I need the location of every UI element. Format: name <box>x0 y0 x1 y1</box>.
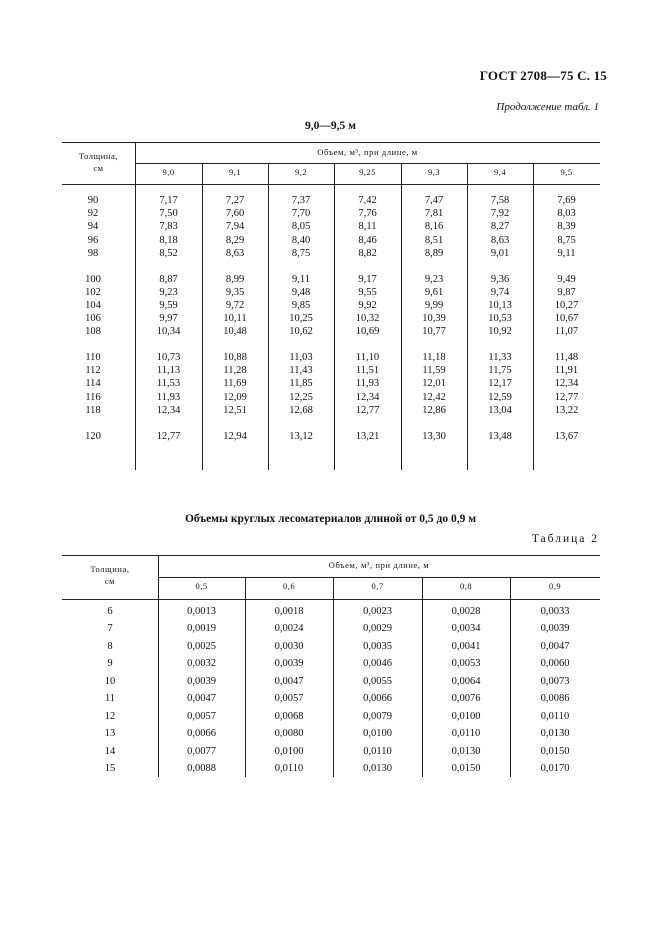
table1-volume-cell: 8,27 <box>490 221 510 233</box>
table1-volume-cell: 11,10 <box>355 352 380 363</box>
table1-volume-cell: 10,92 <box>488 326 512 338</box>
table2-volume-cell: 0,0130 <box>363 763 392 775</box>
table1-title: 9,0—9,5 м <box>305 120 356 132</box>
table1-volume-cell: 7,81 <box>424 208 444 220</box>
table2-volume-cell: 0,0030 <box>274 640 304 652</box>
table1-volume-cell: 9,23 <box>424 273 444 285</box>
table2-volume-cell: 0,0100 <box>451 710 481 722</box>
table1-volume-cell: 11,51 <box>355 365 380 377</box>
page-header: ГОСТ 2708—75 С. 15 <box>479 68 607 83</box>
table1-volume-cell: 7,47 <box>424 195 444 206</box>
table1-volume-cell: 7,76 <box>358 208 377 220</box>
table1-volume-cell: 10,27 <box>554 299 579 311</box>
table1-volume-cell: 10,39 <box>422 313 446 325</box>
table1-thickness-cell: 112 <box>85 365 101 377</box>
table1-volume-cell: 11,07 <box>554 326 579 338</box>
table1-volume-cell: 8,29 <box>225 234 245 246</box>
table2-volume-cell: 0,0088 <box>187 763 216 775</box>
table2-volume-cell: 0,0024 <box>274 623 304 635</box>
table2-length-header: 0,6 <box>282 581 296 591</box>
table2-volume-cell: 0,0060 <box>540 658 570 670</box>
table2-volume-cell: 0,0079 <box>363 710 392 722</box>
table1-volume-cell: 11,28 <box>223 365 247 377</box>
table1-rule-header-bottom <box>62 184 600 185</box>
table1-volume-cell: 12,68 <box>289 404 313 416</box>
table1-thickness-cell: 104 <box>85 299 101 311</box>
table1-volume-cell: 12,25 <box>289 391 313 403</box>
table2-volume-cell: 0,0023 <box>363 606 392 617</box>
table1-volume-cell: 10,77 <box>422 326 446 338</box>
table2-rule-top <box>62 555 600 556</box>
table1-volume-cell: 8,16 <box>424 221 444 233</box>
table2-volume-cell: 0,0077 <box>187 745 216 757</box>
table1-length-header: 9,25 <box>359 167 376 177</box>
table1-volume-cell: 10,32 <box>355 313 380 325</box>
table2-volume-cell: 0,0039 <box>274 658 304 670</box>
table1-volume-cell: 9,61 <box>424 286 444 298</box>
table2-thickness-cell: 9 <box>107 658 113 670</box>
table1-volume-cell: 9,36 <box>490 273 510 285</box>
table1-volume-cell: 7,83 <box>159 221 178 233</box>
table1-volume-cell: 9,74 <box>490 286 510 298</box>
table1-volume-cell: 8,99 <box>225 273 245 285</box>
table1-volume-cell: 10,25 <box>289 313 313 325</box>
table1-thickness-cell: 102 <box>85 286 101 298</box>
table2-volume-cell: 0,0170 <box>540 763 570 775</box>
table1-thickness-cell: 100 <box>85 273 101 285</box>
table1-volume-cell: 11,48 <box>554 352 579 363</box>
table2-thickness-cell: 10 <box>104 675 116 687</box>
table1-volume-cell: 7,58 <box>490 195 510 206</box>
table1-volume-cell: 11,75 <box>488 365 512 377</box>
table1-volume-cell: 10,88 <box>223 352 247 363</box>
table1-volume-cell: 13,48 <box>488 430 512 442</box>
table1-thickness-unit: см <box>93 163 104 173</box>
table1-thickness-cell: 98 <box>87 247 99 259</box>
table1-volume-cell: 11,43 <box>289 365 313 377</box>
table1-volume-cell: 12,42 <box>422 391 446 403</box>
table2-volume-cell: 0,0110 <box>451 728 481 740</box>
table2-thickness-cell: 13 <box>104 728 116 740</box>
table1-volume-header: Объем, м³, при длине, м <box>317 147 418 157</box>
table1-volume-cell: 10,69 <box>355 326 380 338</box>
table1-volume-cell: 9,72 <box>225 299 245 311</box>
table2-volume-cell: 0,0110 <box>540 710 570 722</box>
table2-volume-cell: 0,0035 <box>363 640 392 652</box>
table2-volume-cell: 0,0033 <box>540 606 570 617</box>
table1-volume-cell: 12,34 <box>355 391 380 403</box>
table2-volume-cell: 0,0064 <box>451 675 481 687</box>
table1-volume-cell: 7,42 <box>358 195 377 206</box>
table1-volume-cell: 9,55 <box>358 286 377 298</box>
table1-volume-cell: 10,13 <box>488 299 512 311</box>
table1-volume-cell: 10,67 <box>554 313 579 325</box>
table1-volume-cell: 9,35 <box>225 286 245 298</box>
table1-thickness-cell: 96 <box>87 234 99 246</box>
table2-length-header: 0,7 <box>371 581 384 591</box>
table2-thickness-cell: 7 <box>107 623 113 635</box>
table1-volume-cell: 12,86 <box>422 404 446 416</box>
table1-volume-cell: 11,93 <box>355 378 380 390</box>
table1-volume-cell: 9,99 <box>424 299 444 311</box>
table2-volume-cell: 0,0150 <box>451 763 481 775</box>
table1-volume-cell: 8,46 <box>358 234 377 246</box>
table1-thickness-cell: 110 <box>85 352 101 363</box>
table2-volume-cell: 0,0057 <box>187 710 216 722</box>
table1-volume-cell: 12,77 <box>355 404 380 416</box>
table1-volume-cell: 8,03 <box>557 208 576 220</box>
table2-volume-cell: 0,0110 <box>274 763 304 775</box>
table2-volume-cell: 0,0150 <box>540 745 570 757</box>
table1-volume-cell: 11,85 <box>289 378 313 390</box>
table1-volume-cell: 8,11 <box>358 221 377 233</box>
table1-volume-cell: 9,23 <box>159 286 178 298</box>
table1-thickness-cell: 90 <box>87 195 99 206</box>
table2-thickness-unit: см <box>104 576 116 586</box>
table1-length-header: 9,2 <box>294 167 308 177</box>
table2-volume-cell: 0,0066 <box>363 693 392 705</box>
table2-thickness-cell: 15 <box>104 763 116 775</box>
table1-thickness-cell: 108 <box>85 326 101 338</box>
table2-volume-cell: 0,0053 <box>451 658 481 670</box>
table1-volume-cell: 11,03 <box>289 352 313 363</box>
table1-volume-cell: 13,22 <box>554 404 579 416</box>
table1-volume-cell: 7,27 <box>225 195 245 206</box>
table1-volume-cell: 7,69 <box>557 195 576 206</box>
table1-volume-cell: 12,77 <box>156 430 181 442</box>
table1-volume-cell: 8,87 <box>159 273 178 285</box>
table1-length-header: 9,0 <box>162 167 175 177</box>
continuation-note: Продолжение табл. 1 <box>496 101 599 113</box>
table1-volume-cell: 12,17 <box>488 378 512 390</box>
table2-volume-cell: 0,0041 <box>451 640 481 652</box>
table1-volume-cell: 7,17 <box>159 195 178 206</box>
table2-volume-cell: 0,0080 <box>274 728 304 740</box>
table1-volume-cell: 10,11 <box>223 313 247 325</box>
table1-volume-cell: 12,94 <box>223 430 247 442</box>
table2-volume-cell: 0,0086 <box>540 693 570 705</box>
table2-volume-cell: 0,0047 <box>540 640 570 652</box>
table1-volume-cell: 9,11 <box>557 247 576 259</box>
table1-thickness-cell: 118 <box>85 404 101 416</box>
table2-volume-cell: 0,0034 <box>451 623 481 635</box>
table2-volume-cell: 0,0032 <box>187 658 216 670</box>
table1-thickness-cell: 114 <box>85 378 101 390</box>
table1-volume-cell: 7,37 <box>291 195 311 206</box>
table2-thickness-cell: 8 <box>107 640 113 652</box>
table1-volume-cell: 12,09 <box>223 391 247 403</box>
table1-volume-cell: 8,63 <box>490 234 510 246</box>
table1-volume-cell: 11,33 <box>488 352 512 363</box>
table2-volume-cell: 0,0057 <box>274 693 304 705</box>
table1-thickness-cell: 120 <box>85 430 101 442</box>
table1-volume-cell: 12,59 <box>488 391 512 403</box>
table1-volume-cell: 8,82 <box>358 247 377 259</box>
table1-rule-header-mid <box>135 163 600 164</box>
table1-volume-cell: 11,93 <box>156 391 181 403</box>
table1-volume-cell: 7,94 <box>225 221 245 233</box>
table1-thickness-cell: 106 <box>85 313 101 325</box>
table1-thickness-cell: 116 <box>85 391 101 403</box>
table2-length-header: 0,5 <box>195 581 208 591</box>
table1-volume-cell: 12,01 <box>422 378 446 390</box>
table1-volume-cell: 9,87 <box>557 286 576 298</box>
table1-thickness-header: Толщина, <box>78 151 119 161</box>
table2-label: Таблица 2 <box>531 533 599 545</box>
table2-volume-cell: 0,0130 <box>451 745 481 757</box>
table1-volume-cell: 13,21 <box>355 430 380 442</box>
table1-volume-cell: 10,53 <box>488 313 512 325</box>
table2-volume-cell: 0,0039 <box>187 675 216 687</box>
table2-volume-cell: 0,0013 <box>187 606 216 617</box>
table1-volume-cell: 13,12 <box>289 430 313 442</box>
table2-rule-header-bottom <box>62 599 600 600</box>
table1-volume-cell: 10,62 <box>289 326 313 338</box>
table2-volume-cell: 0,0025 <box>187 640 216 652</box>
table2-volume-cell: 0,0018 <box>274 606 304 617</box>
table2-volume-cell: 0,0019 <box>187 623 216 635</box>
table2-thickness-cell: 14 <box>104 745 116 757</box>
table1-volume-cell: 11,59 <box>422 365 446 377</box>
table1-volume-cell: 9,11 <box>292 273 310 285</box>
table2-volume-cell: 0,0110 <box>363 745 392 757</box>
table1-volume-cell: 10,34 <box>156 326 181 338</box>
table1-thickness-cell: 94 <box>87 221 99 233</box>
table1-volume-cell: 7,92 <box>490 208 510 220</box>
table1-volume-cell: 10,48 <box>223 326 247 338</box>
table1-length-header: 9,5 <box>560 167 573 177</box>
table1-volume-cell: 8,39 <box>557 221 576 233</box>
table1-volume-cell: 10,73 <box>156 352 181 363</box>
table2-rule-header-mid <box>158 577 600 578</box>
table2-volume-cell: 0,0076 <box>451 693 481 705</box>
table1-volume-cell: 13,30 <box>422 430 446 442</box>
table1-volume-cell: 8,52 <box>159 247 178 259</box>
table1-volume-cell: 12,34 <box>554 378 579 390</box>
table1-length-header: 9,4 <box>493 167 507 177</box>
table1-volume-cell: 8,51 <box>424 234 444 246</box>
table1-volume-cell: 11,69 <box>223 378 247 390</box>
table1-volume-cell: 7,50 <box>159 208 178 220</box>
table2-thickness-cell: 11 <box>104 693 116 705</box>
table2-volume-cell: 0,0039 <box>540 623 570 635</box>
table1-volume-cell: 9,48 <box>291 286 311 298</box>
table1-volume-cell: 9,59 <box>159 299 178 311</box>
table2-volume-cell: 0,0100 <box>363 728 392 740</box>
table2-volume-cell: 0,0100 <box>274 745 304 757</box>
table1-thickness-cell: 92 <box>87 208 99 220</box>
table1-volume-cell: 8,89 <box>424 247 444 259</box>
table2-volume-cell: 0,0047 <box>187 693 216 705</box>
table1-volume-cell: 8,05 <box>291 221 311 233</box>
table1-length-header: 9,3 <box>427 167 441 177</box>
table1-volume-cell: 12,34 <box>156 404 181 416</box>
table1-length-header: 9,1 <box>228 167 242 177</box>
table1-volume-cell: 7,70 <box>291 208 311 220</box>
table1-volume-cell: 11,18 <box>422 352 446 363</box>
table1-volume-cell: 13,04 <box>488 404 512 416</box>
table1-volume-cell: 9,92 <box>358 299 377 311</box>
table1-volume-cell: 8,75 <box>557 234 576 246</box>
table1-volume-cell: 9,17 <box>358 273 377 285</box>
table2-title: Объемы круглых лесоматериалов длиной от 0,5 до 0,9 м <box>184 513 477 525</box>
table2-volume-cell: 0,0047 <box>274 675 304 687</box>
table2-thickness-cell: 6 <box>107 606 113 617</box>
table2-volume-cell: 0,0029 <box>363 623 392 635</box>
table1-volume-cell: 8,75 <box>291 247 311 259</box>
table1-volume-cell: 11,91 <box>554 365 579 377</box>
table2-length-header: 0,9 <box>548 581 562 591</box>
table1-volume-cell: 7,60 <box>225 208 245 220</box>
table2-volume-cell: 0,0066 <box>187 728 216 740</box>
table1-volume-cell: 13,67 <box>554 430 579 442</box>
table1-volume-cell: 8,18 <box>159 234 178 246</box>
table1-volume-cell: 11,13 <box>156 365 181 377</box>
table1-volume-cell: 9,49 <box>557 273 576 285</box>
table1-volume-cell: 12,77 <box>554 391 579 403</box>
table1-volume-cell: 8,63 <box>225 247 245 259</box>
table2-volume-cell: 0,0055 <box>363 675 392 687</box>
table1-volume-cell: 12,51 <box>223 404 247 416</box>
table2-length-header: 0,8 <box>459 581 473 591</box>
table1-volume-cell: 9,85 <box>291 299 311 311</box>
table2-volume-cell: 0,0068 <box>274 710 304 722</box>
table2-thickness-cell: 12 <box>104 710 116 722</box>
table2-volume-cell: 0,0073 <box>540 675 570 687</box>
table2-thickness-header: Толщина, <box>90 564 130 574</box>
table1-volume-cell: 8,40 <box>291 234 311 246</box>
table1-volume-cell: 9,97 <box>159 313 178 325</box>
table1-volume-cell: 9,01 <box>490 247 510 259</box>
table1-rule-top <box>62 142 600 143</box>
table1-volume-cell: 11,53 <box>156 378 181 390</box>
table2-volume-cell: 0,0130 <box>540 728 570 740</box>
table2-volume-header: Объем, м³, при длине, м <box>328 560 430 570</box>
table2-volume-cell: 0,0028 <box>451 606 481 617</box>
table2-volume-cell: 0,0046 <box>363 658 392 670</box>
